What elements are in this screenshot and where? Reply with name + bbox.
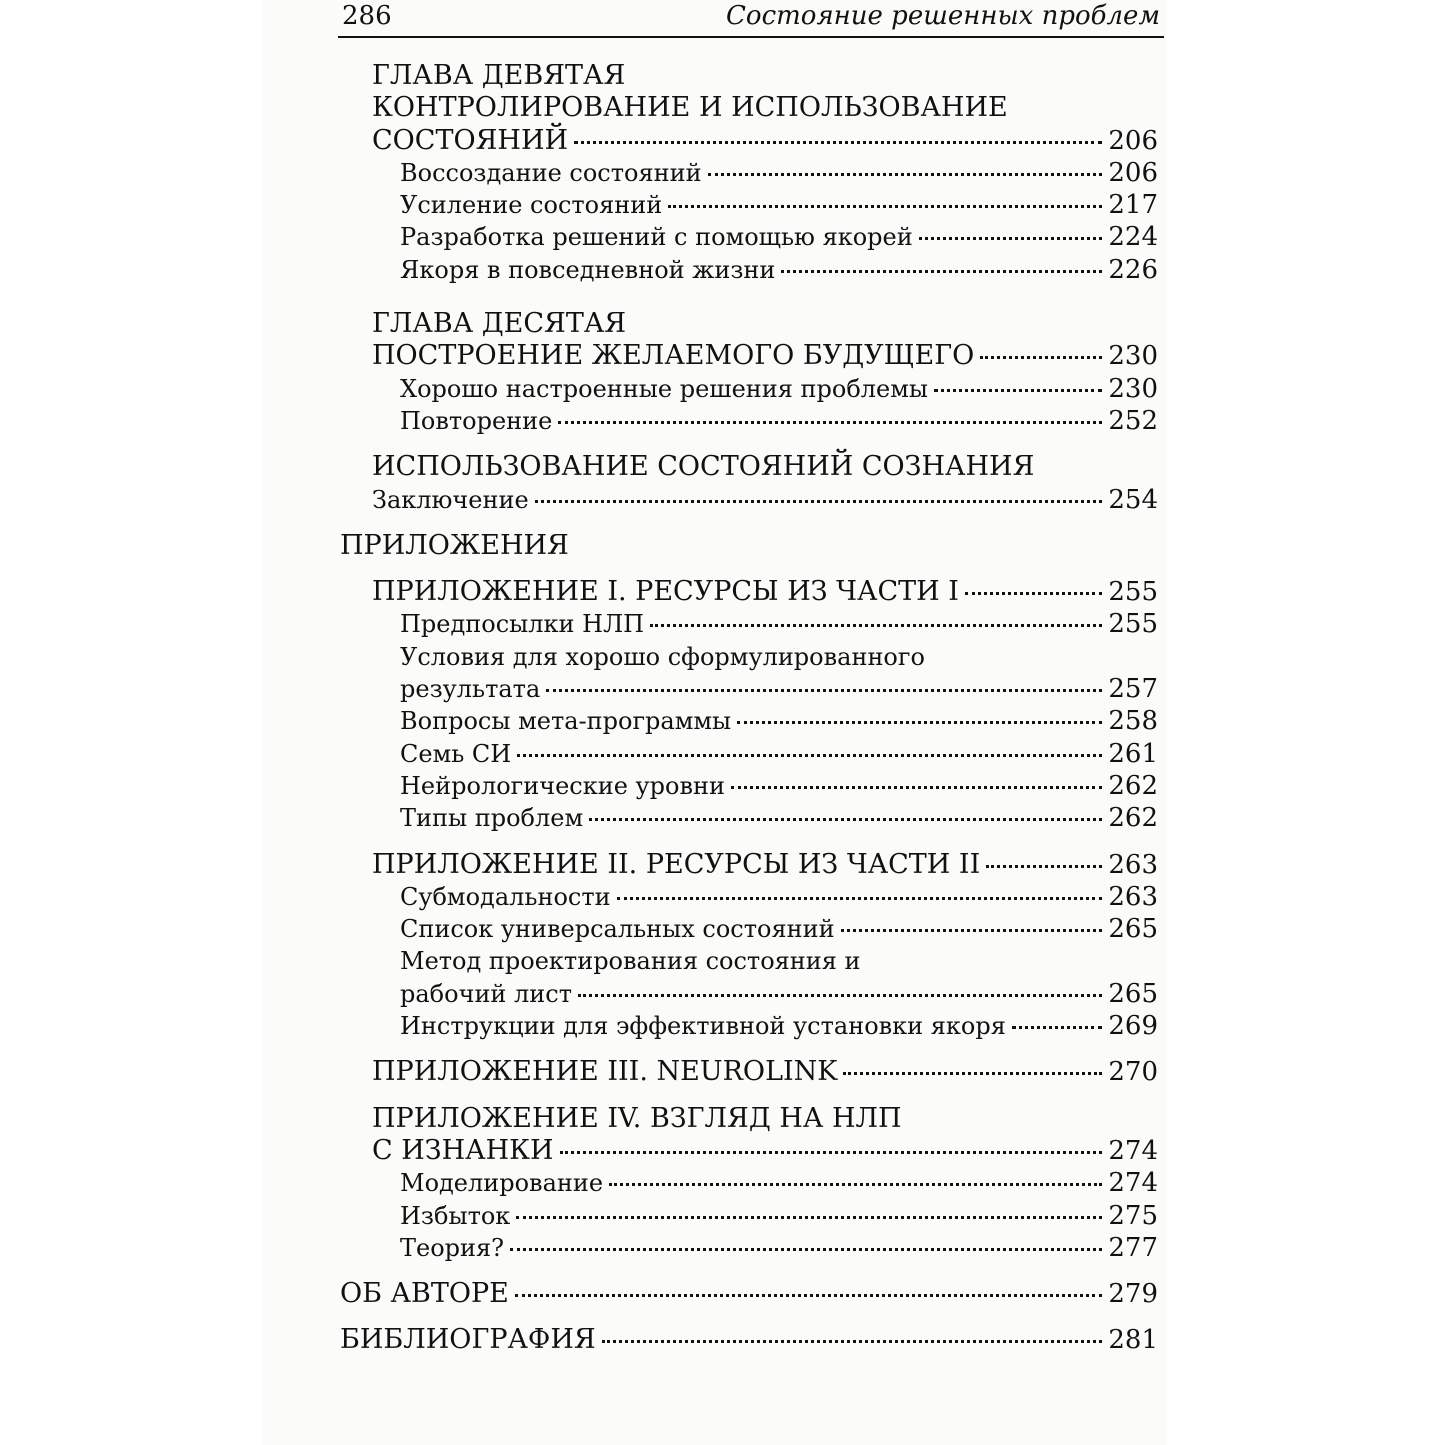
toc-page-number: 270 [1108, 1057, 1158, 1088]
spacer [340, 835, 1158, 849]
appendices-heading: ПРИЛОЖЕНИЯ [340, 529, 569, 561]
chapter-10-title-entry[interactable] [340, 340, 1158, 372]
toc-entry-label: Субмодальности [400, 882, 611, 911]
spacer [340, 286, 1158, 308]
toc-page-number: 230 [1108, 373, 1158, 404]
dot-leader [515, 1294, 1102, 1297]
dot-leader [516, 1216, 1102, 1219]
toc-entry[interactable] [340, 1167, 1158, 1199]
dot-leader [980, 356, 1102, 359]
chapter-9-title-entry[interactable] [340, 125, 1158, 157]
dot-leader [731, 786, 1102, 789]
toc-entry-label: ПРИЛОЖЕНИЕ I. РЕСУРСЫ ИЗ ЧАСТИ I [372, 576, 959, 608]
dot-leader [965, 592, 1102, 595]
toc-entry[interactable] [340, 189, 1158, 221]
spacer [340, 1264, 1158, 1278]
dot-leader [560, 1151, 1103, 1154]
toc-page-number: 269 [1108, 1011, 1158, 1042]
toc-entry-label: Семь СИ [400, 739, 512, 768]
toc-entry[interactable] [340, 673, 1158, 705]
toc-page-number: 224 [1108, 222, 1158, 253]
appendix-1-entry[interactable] [340, 576, 1158, 608]
dot-leader [1012, 1026, 1102, 1029]
spacer [340, 1310, 1158, 1324]
toc-page-number: 255 [1108, 609, 1158, 640]
toc-entry-label: Список универсальных состояний [400, 915, 835, 944]
toc-page-number: 230 [1108, 341, 1158, 372]
dot-leader [781, 270, 1102, 273]
dot-leader [546, 689, 1102, 692]
toc-entry-label: Заключение [372, 485, 529, 514]
toc-entry[interactable] [340, 608, 1158, 640]
toc-entry[interactable] [340, 1200, 1158, 1232]
toc-entry[interactable] [340, 1010, 1158, 1042]
toc-page-number: 275 [1108, 1200, 1158, 1231]
toc-page-number: 265 [1108, 978, 1158, 1009]
appendix-4-entry[interactable] [340, 1135, 1158, 1167]
dot-leader [934, 389, 1102, 392]
toc-entry-label: Хорошо настроенные решения проблемы [400, 374, 929, 403]
toc-page-number: 258 [1108, 706, 1158, 737]
page-number: 286 [342, 1, 392, 31]
toc-entry-line: Условия для хорошо сформулированного [400, 642, 925, 671]
toc-entry-label: ПРИЛОЖЕНИЕ II. РЕСУРСЫ ИЗ ЧАСТИ II [372, 848, 981, 880]
dot-leader [578, 994, 1102, 997]
toc-entry-label: Теория? [400, 1233, 505, 1262]
toc-page-number: 274 [1108, 1168, 1158, 1199]
toc-page-number: 255 [1108, 577, 1158, 608]
dot-leader [919, 237, 1103, 240]
toc-entry-label: СОСТОЯНИЙ [372, 124, 569, 156]
spacer [340, 1042, 1158, 1056]
toc-page-number: 263 [1108, 881, 1158, 912]
spacer [340, 516, 1158, 530]
toc-entry[interactable] [340, 157, 1158, 189]
toc-entry-label: Нейрологические уровни [400, 771, 725, 800]
toc-entry[interactable] [340, 770, 1158, 802]
toc-entry-label: ПОСТРОЕНИЕ ЖЕЛАЕМОГО БУДУЩЕГО [372, 340, 975, 372]
toc-page-number: 206 [1108, 157, 1158, 188]
dot-leader [708, 173, 1103, 176]
toc-entry[interactable] [340, 1232, 1158, 1264]
toc-entry-label: ПРИЛОЖЕНИЕ III. NEUROLINK [372, 1056, 838, 1088]
toc-entry[interactable] [340, 705, 1158, 737]
spacer [340, 562, 1158, 576]
about-author-entry[interactable] [340, 1278, 1158, 1310]
page-header [338, 0, 1164, 38]
bibliography-entry[interactable] [340, 1324, 1158, 1356]
appendix-3-entry[interactable] [340, 1056, 1158, 1088]
toc-entry[interactable] [340, 802, 1158, 834]
dot-leader [510, 1248, 1102, 1251]
spacer [340, 437, 1158, 451]
appendix-4-heading: ПРИЛОЖЕНИЕ IV. ВЗГЛЯД НА НЛП [372, 1102, 902, 1134]
toc-entry-label: БИБЛИОГРАФИЯ [340, 1324, 596, 1356]
toc-page-number: 279 [1108, 1279, 1158, 1310]
section-heading: ИСПОЛЬЗОВАНИЕ СОСТОЯНИЙ СОЗНАНИЯ [372, 451, 1035, 483]
toc-page-number: 262 [1108, 770, 1158, 801]
toc-page-number: 226 [1108, 254, 1158, 285]
spacer [340, 1089, 1158, 1103]
dot-leader [517, 754, 1102, 757]
dot-leader [574, 141, 1102, 144]
dot-leader [535, 500, 1103, 503]
toc-entry-label: результата [400, 675, 541, 704]
toc-page-number: 265 [1108, 914, 1158, 945]
dot-leader [841, 929, 1103, 932]
table-of-contents [340, 60, 1158, 1357]
dot-leader [589, 818, 1102, 821]
toc-entry-label: Воссоздание состояний [400, 158, 702, 187]
toc-page-number: 262 [1108, 803, 1158, 834]
appendix-2-entry[interactable] [340, 849, 1158, 881]
running-title: Состояние решенных проблем [726, 1, 1160, 31]
toc-entry-label: Усиление состояний [400, 191, 663, 220]
dot-leader [986, 865, 1102, 868]
toc-page-number: 252 [1108, 405, 1158, 436]
toc-entry-line: Метод проектирования состояния и [400, 947, 861, 976]
dot-leader [558, 421, 1102, 424]
toc-entry-label: Избыток [400, 1201, 511, 1230]
toc-entry-label: рабочий лист [400, 979, 573, 1008]
chapter-9-title-line: КОНТРОЛИРОВАНИЕ И ИСПОЛЬЗОВАНИЕ [372, 92, 1008, 124]
toc-entry-label: Инструкции для эффективной установки якоря [400, 1012, 1006, 1041]
toc-page-number: 277 [1108, 1232, 1158, 1263]
dot-leader [617, 897, 1103, 900]
toc-entry-label: Вопросы мета-программы [400, 707, 732, 736]
toc-page-number: 254 [1108, 484, 1158, 515]
toc-entry[interactable] [340, 254, 1158, 286]
toc-page-number: 274 [1108, 1135, 1158, 1166]
chapter-9-heading: ГЛАВА ДЕВЯТАЯ [372, 60, 626, 91]
toc-entry[interactable] [340, 978, 1158, 1010]
toc-entry[interactable] [340, 738, 1158, 770]
toc-entry-label: Моделирование [400, 1169, 604, 1198]
toc-entry-label: Якоря в повседневной жизни [400, 255, 776, 284]
chapter-10-heading: ГЛАВА ДЕСЯТАЯ [372, 308, 627, 340]
dot-leader [650, 624, 1102, 627]
toc-page-number: 257 [1108, 674, 1158, 705]
toc-entry[interactable] [340, 484, 1158, 516]
toc-entry[interactable] [340, 373, 1158, 405]
toc-entry[interactable] [340, 881, 1158, 913]
toc-entry-label: Предпосылки НЛП [400, 610, 645, 639]
toc-entry[interactable] [340, 405, 1158, 437]
toc-page-number: 261 [1108, 738, 1158, 769]
toc-entry-label: Повторение [400, 406, 553, 435]
dot-leader [843, 1072, 1102, 1075]
dot-leader [668, 205, 1102, 208]
dot-leader [737, 721, 1102, 724]
toc-page-number: 281 [1108, 1325, 1158, 1356]
dot-leader [609, 1183, 1102, 1186]
dot-leader [602, 1340, 1103, 1343]
toc-entry-label: С ИЗНАНКИ [372, 1134, 554, 1166]
toc-page-number: 263 [1108, 849, 1158, 880]
toc-entry[interactable] [340, 221, 1158, 253]
toc-entry[interactable] [340, 913, 1158, 945]
toc-entry-label: Типы проблем [400, 804, 584, 833]
toc-entry-label: Разработка решений с помощью якорей [400, 223, 913, 252]
toc-entry-label: ОБ АВТОРЕ [340, 1278, 509, 1310]
toc-page-number: 217 [1108, 190, 1158, 221]
toc-page-number: 206 [1108, 125, 1158, 156]
